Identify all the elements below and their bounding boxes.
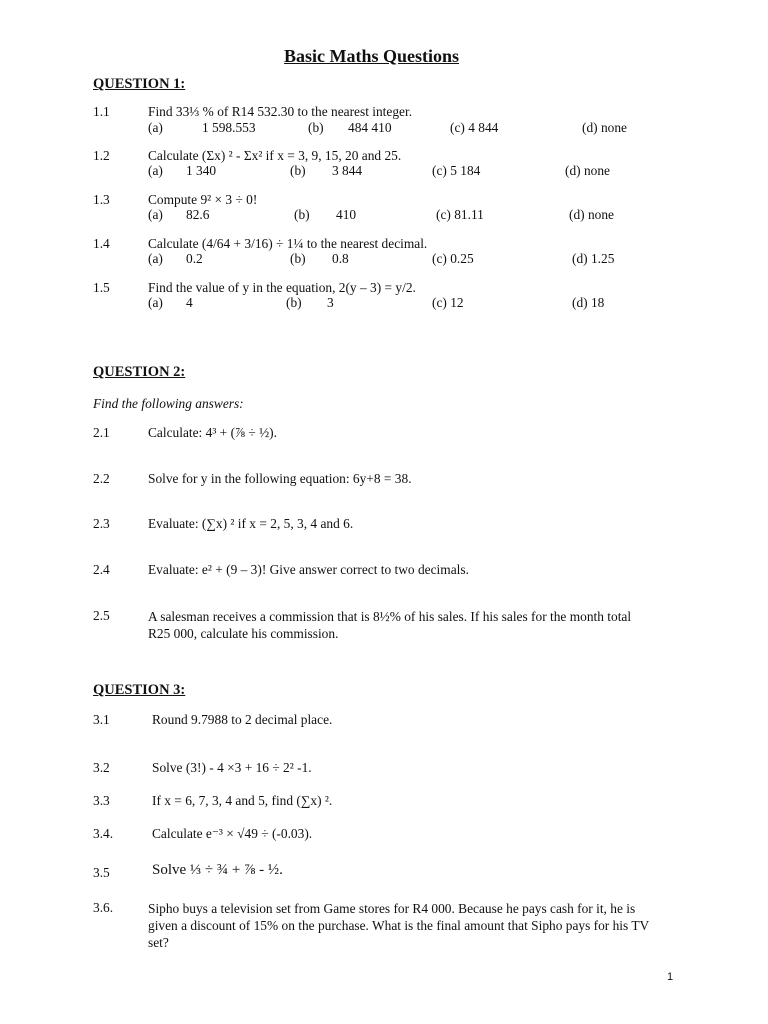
item-number: 1.1 <box>93 104 110 119</box>
item-number: 2.1 <box>93 425 110 440</box>
item-text: Find 33⅓ % of R14 532.30 to the nearest integer. <box>148 104 413 119</box>
option-label: (a) <box>148 120 163 135</box>
item-text: Evaluate: e² + (9 – 3)! Give answer correct to two decimals. <box>148 562 469 577</box>
option-label: (b) <box>290 163 306 178</box>
item-number: 1.5 <box>93 280 110 295</box>
option-label: (b) <box>290 251 306 266</box>
option-label: (b) <box>308 120 324 135</box>
option-c: (c) 12 <box>432 295 464 310</box>
item-text: Sipho buys a television set from Game stores for R4 000. Because he pays cash for it, he is given a discount of 15% on the purchase. What is the final amount that Sipho pays for his TV set? <box>148 901 649 950</box>
option-d: (d) none <box>582 120 627 135</box>
option-label: (a) <box>148 251 163 266</box>
item-number: 2.5 <box>93 608 110 623</box>
item-number: 3.6. <box>93 900 114 915</box>
item-text: Solve (3!) - 4 ×3 + 16 ÷ 2² -1. <box>152 760 312 775</box>
option-c: (c) 4 844 <box>450 120 499 135</box>
item-number: 2.3 <box>93 516 110 531</box>
option-value: 3 <box>327 295 334 310</box>
item-text: If x = 6, 7, 3, 4 and 5, find (∑x) ². <box>152 793 333 808</box>
item-number: 1.3 <box>93 192 110 207</box>
item-text: Calculate: 4³ + (⅞ ÷ ½). <box>148 425 277 440</box>
option-value: 4 <box>186 295 193 310</box>
option-value: 1 340 <box>186 163 217 178</box>
question-2-heading: QUESTION 2: <box>93 364 186 380</box>
item-text: A salesman receives a commission that is 8½% of his sales. If his sales for the month total R25 000, calculate his commission. <box>148 609 632 641</box>
option-value: 3 844 <box>332 163 363 178</box>
question-3-heading: QUESTION 3: <box>93 682 186 698</box>
item-text: Evaluate: (∑x) ² if x = 2, 5, 3, 4 and 6. <box>148 516 354 531</box>
item-text: Compute 9² × 3 ÷ 0! <box>148 192 258 207</box>
page-title: Basic Maths Questions <box>284 46 460 66</box>
item-text: Find the value of y in the equation, 2(y – 3) = y/2. <box>148 280 416 295</box>
option-d: (d) 1.25 <box>572 251 615 266</box>
item-text: Solve ⅓ ÷ ¾ + ⅞ - ½. <box>152 862 283 878</box>
item-number: 1.2 <box>93 148 110 163</box>
item-number: 2.4 <box>93 562 110 577</box>
item-text: Calculate e⁻³ × √49 ÷ (-0.03). <box>152 826 313 841</box>
option-value: 0.8 <box>332 251 349 266</box>
item-number: 3.3 <box>93 793 110 808</box>
item-text: Round 9.7988 to 2 decimal place. <box>152 712 333 727</box>
option-value: 82.6 <box>186 207 210 222</box>
option-d: (d) none <box>569 207 614 222</box>
option-c: (c) 81.11 <box>436 207 484 222</box>
option-value: 410 <box>336 207 357 222</box>
option-d: (d) none <box>565 163 610 178</box>
option-d: (d) 18 <box>572 295 605 310</box>
page-number: 1 <box>667 971 674 983</box>
item-number: 3.2 <box>93 760 110 775</box>
item-text: Calculate (Σx) ² - Σx² if x = 3, 9, 15, 20 and 25. <box>148 148 402 163</box>
item-text: Solve for y in the following equation: 6y+8 = 38. <box>148 471 412 486</box>
item-number: 3.1 <box>93 712 110 727</box>
item-number: 3.5 <box>93 865 110 880</box>
option-label: (b) <box>294 207 310 222</box>
question-1-heading: QUESTION 1: <box>93 76 186 92</box>
item-number: 3.4. <box>93 826 114 841</box>
option-c: (c) 0.25 <box>432 251 474 266</box>
option-value: 484 410 <box>348 120 392 135</box>
option-value: 1 598.553 <box>202 120 256 135</box>
option-label: (a) <box>148 295 163 310</box>
option-label: (a) <box>148 163 163 178</box>
item-text: Calculate (4/64 + 3/16) ÷ 1¼ to the nearest decimal. <box>148 236 428 251</box>
item-number: 1.4 <box>93 236 110 251</box>
section-intro: Find the following answers: <box>93 396 244 411</box>
option-label: (b) <box>286 295 302 310</box>
option-value: 0.2 <box>186 251 203 266</box>
option-c: (c) 5 184 <box>432 163 481 178</box>
item-number: 2.2 <box>93 471 110 486</box>
option-label: (a) <box>148 207 163 222</box>
